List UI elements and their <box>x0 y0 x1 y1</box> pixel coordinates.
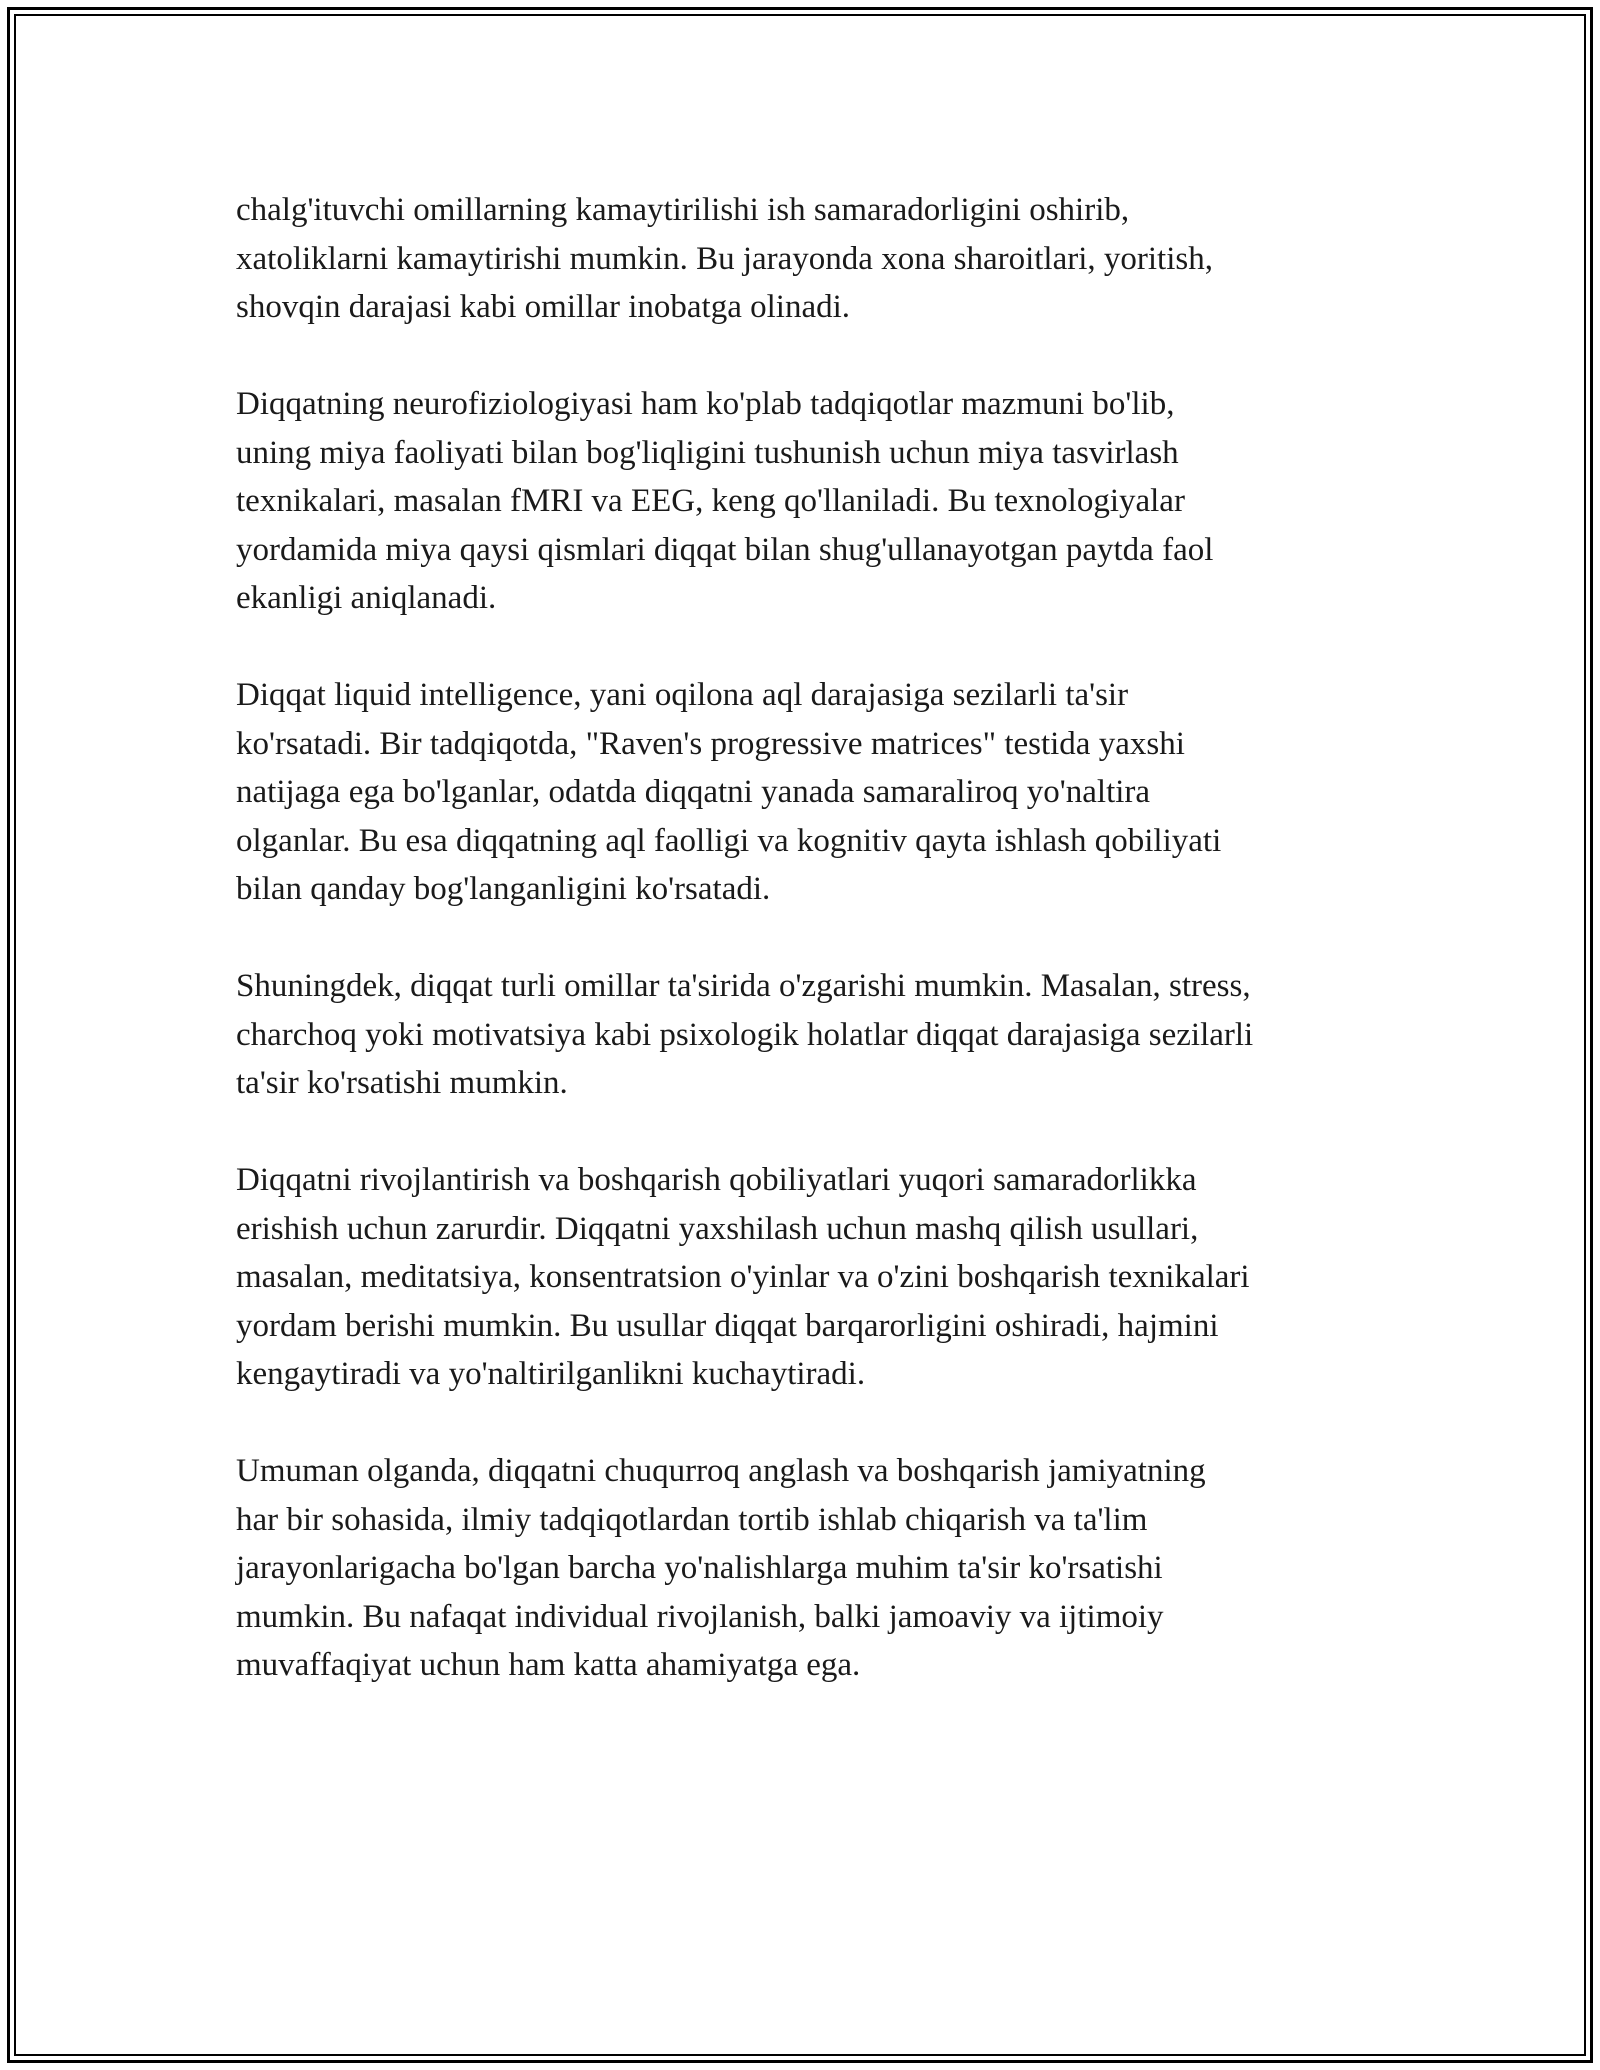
text-line: bilan qanday bog'langanligini ko'rsatadi. <box>236 871 771 907</box>
text-line: yordamida miya qaysi qismlari diqqat bilan shug'ullanayotgan paytda faol <box>236 531 1214 568</box>
text-line: Shuningdek, diqqat turli omillar ta'sirida o'zgarishi mumkin. Masalan, stress, <box>236 968 1251 1004</box>
text-line: masalan, meditatsiya, konsentratsion o'yinlar va o'zini boshqarish texnikalari <box>236 1259 1250 1295</box>
text-line: Diqqatni rivojlantirish va boshqarish qobiliyatlari yuqori samaradorlikka <box>236 1162 1197 1198</box>
text-line: erishish uchun zarurdir. Diqqatni yaxshilash uchun mashq qilish usullari, <box>236 1210 1199 1247</box>
text-line: jarayonlarigacha bo'lgan barcha yo'nalishlarga muhim ta'sir ko'rsatishi <box>236 1550 1163 1586</box>
paragraph-2 <box>236 380 1376 623</box>
text-line: chalg'ituvchi omillarning kamaytirilishi ish samaradorligini oshirib, <box>236 192 1130 228</box>
text-line: Umuman olganda, diqqatni chuqurroq anglash va boshqarish jamiyatning <box>236 1453 1206 1489</box>
text-line: olganlar. Bu esa diqqatning aql faolligi va kognitiv qayta ishlash qobiliyati <box>236 822 1222 859</box>
paragraph-6 <box>236 1447 1376 1690</box>
text-line: shovqin darajasi kabi omillar inobatga olinadi. <box>236 289 851 325</box>
text-line: ekanligi aniqlanadi. <box>236 580 497 616</box>
text-line: Diqqatning neurofiziologiyasi ham ko'plab tadqiqotlar mazmuni bo'lib, <box>236 386 1175 422</box>
text-line: uning miya faoliyati bilan bog'liqligini tushunish uchun miya tasvirlash <box>236 434 1179 471</box>
text-line: muvaffaqiyat uchun ham katta ahamiyatga ega. <box>236 1647 861 1683</box>
text-line: ko'rsatadi. Bir tadqiqotda, "Raven's progressive matrices" testida yaxshi <box>236 725 1185 762</box>
text-line: texnikalari, masalan fMRI va EEG, keng qo'llaniladi. Bu texnologiyalar <box>236 483 1185 519</box>
text-line: xatoliklarni kamaytirishi mumkin. Bu jarayonda xona sharoitlari, yoritish, <box>236 240 1213 277</box>
text-line: kengaytiradi va yo'naltirilganlikni kuchaytiradi. <box>236 1356 866 1392</box>
paragraph-1 <box>236 186 1376 332</box>
document-body <box>236 186 1376 1690</box>
text-line: natijaga ega bo'lganlar, odatda diqqatni yanada samaraliroq yo'naltira <box>236 774 1151 810</box>
paragraph-3 <box>236 671 1376 914</box>
paragraph-4 <box>236 962 1376 1108</box>
text-line: mumkin. Bu nafaqat individual rivojlanish, balki jamoaviy va ijtimoiy <box>236 1598 1164 1635</box>
paragraph-5 <box>236 1156 1376 1399</box>
text-line: charchoq yoki motivatsiya kabi psixologik holatlar diqqat darajasiga sezilarli <box>236 1016 1254 1053</box>
text-line: ta'sir ko'rsatishi mumkin. <box>236 1065 568 1101</box>
text-line: Diqqat liquid intelligence, yani oqilona aql darajasiga sezilarli ta'sir <box>236 677 1129 713</box>
text-line: har bir sohasida, ilmiy tadqiqotlardan tortib ishlab chiqarish va ta'lim <box>236 1501 1148 1538</box>
text-line: yordam berishi mumkin. Bu usullar diqqat barqarorligini oshiradi, hajmini <box>236 1307 1219 1344</box>
